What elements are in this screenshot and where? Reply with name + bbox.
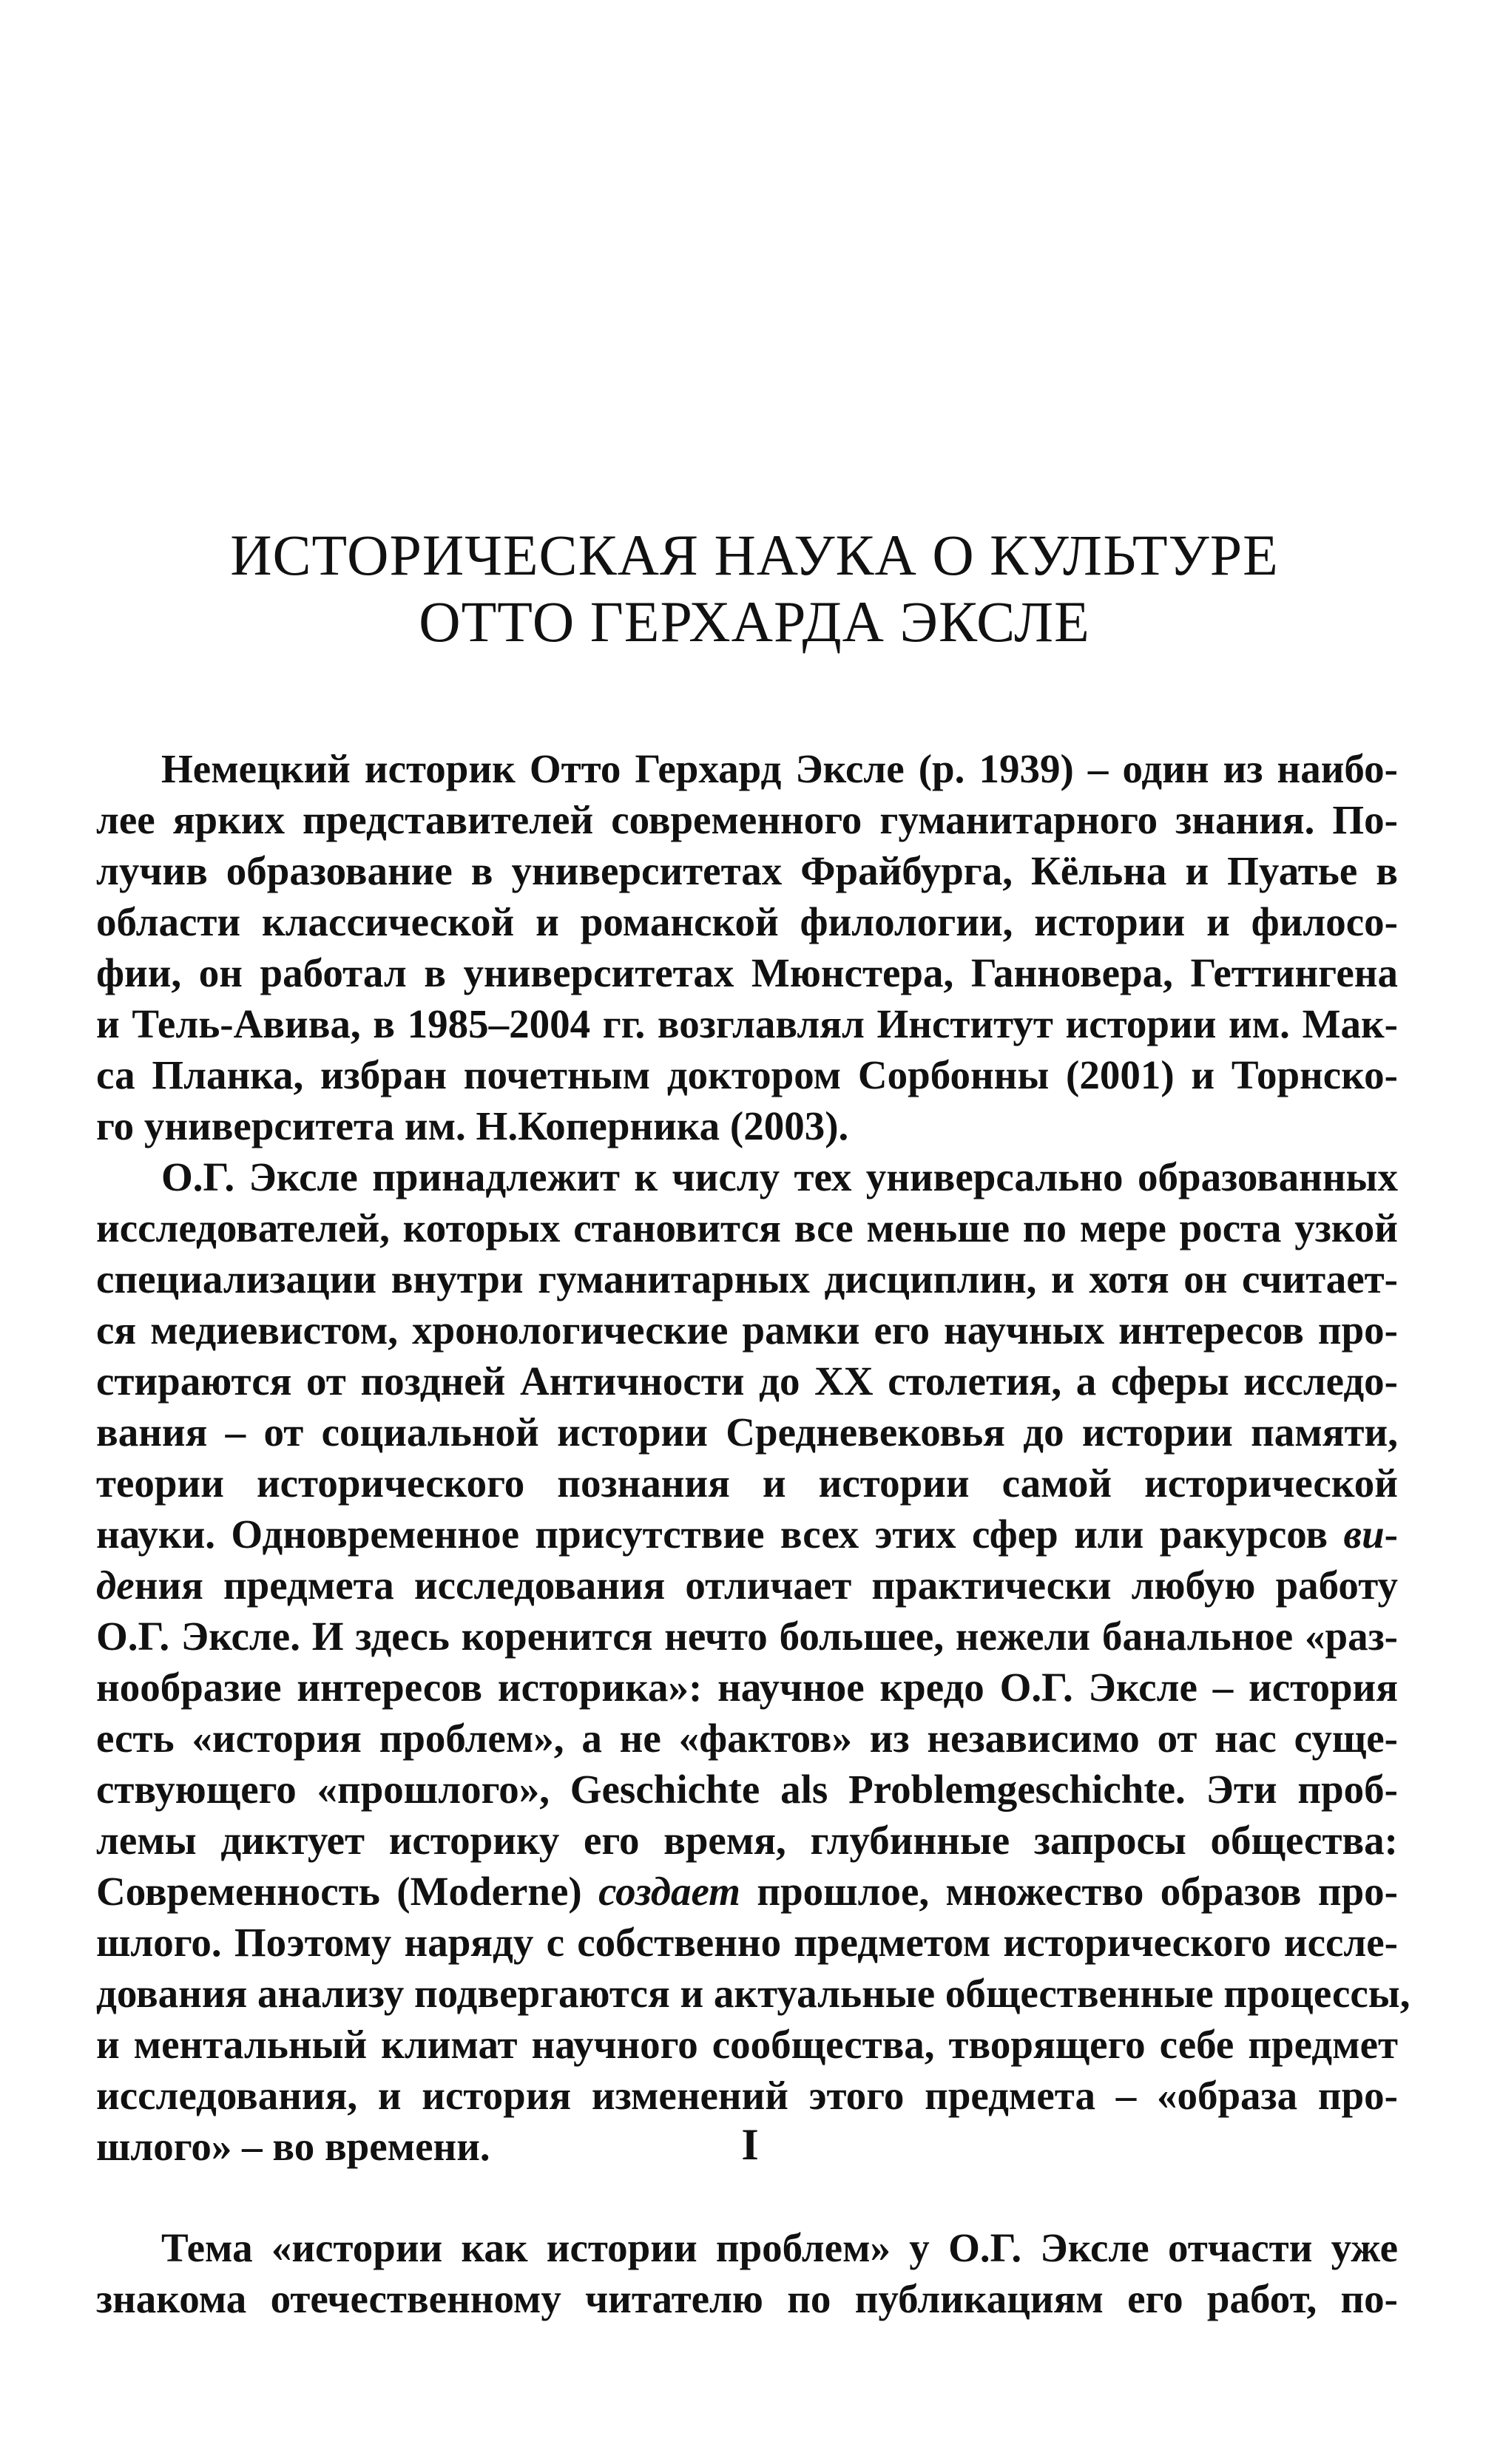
text-line: Тема «истории как истории проблем» у О.Г. Эксле отчасти уже bbox=[161, 2225, 1398, 2270]
text-line: и Тель-Авива, в 1985–2004 гг. возглавлял Институт истории им. Мак- bbox=[96, 1001, 1398, 1046]
paragraph-3 bbox=[96, 2222, 1398, 2324]
text-run: - bbox=[1384, 1512, 1398, 1557]
text-line: есть «история проблем», а не «фактов» из независимо от нас суще- bbox=[96, 1716, 1398, 1761]
text-line-with-italic bbox=[96, 1560, 1398, 1611]
text-line: О.Г. Эксле. И здесь коренится нечто большее, нежели банальное «раз- bbox=[96, 1614, 1398, 1659]
text-line: ствующего «прошлого», Geschichte als Problemgeschichte. Эти проб- bbox=[96, 1767, 1398, 1812]
page-title-line-2: ОТТО ГЕРХАРДА ЭКСЛЕ bbox=[419, 589, 1090, 654]
text-line-with-italic bbox=[96, 1866, 1398, 1917]
text-line: са Планка, избран почетным доктором Сорбонны (2001) и Торнско- bbox=[96, 1052, 1398, 1097]
paragraph-1 bbox=[96, 743, 1398, 1151]
text-line: Немецкий историк Отто Герхард Эксле (р. 1939) – один из наибо- bbox=[161, 746, 1398, 791]
text-line: шлого» – во времени. bbox=[96, 2124, 490, 2169]
text-line: го университета им. Н.Коперника (2003). bbox=[96, 1103, 849, 1148]
text-run: науки. Одновременное присутствие всех этих сфер или ракурсов bbox=[96, 1512, 1344, 1557]
text-run: Современность (Moderne) bbox=[96, 1869, 599, 1914]
text-line: О.Г. Эксле принадлежит к числу тех универсально образованных bbox=[161, 1154, 1398, 1199]
text-run: ния предмета исследования отличает практически любую работу bbox=[134, 1563, 1398, 1608]
text-line: лее ярких представителей современного гуманитарного знания. По- bbox=[96, 797, 1398, 842]
italic-run: создает bbox=[598, 1869, 740, 1914]
section-number: I bbox=[741, 2120, 759, 2169]
text-line: ся медиевистом, хронологические рамки его научных интересов про- bbox=[96, 1307, 1398, 1353]
text-line-with-italic bbox=[96, 1509, 1398, 1560]
text-line: дования анализу подвергаются и актуальные общественные процессы, bbox=[96, 1971, 1411, 2016]
text-line: и ментальный климат научного сообщества, творящего себе предмет bbox=[96, 2022, 1398, 2067]
italic-run: ви bbox=[1343, 1512, 1385, 1557]
text-run: прошлое, множество образов про- bbox=[740, 1869, 1398, 1914]
text-line: нообразие интересов историка»: научное кредо О.Г. Эксле – история bbox=[96, 1665, 1398, 1710]
text-line: области классической и романской филологии, истории и филосо- bbox=[96, 899, 1398, 944]
text-line: стираются от поздней Античности до XX столетия, а сферы исследо- bbox=[96, 1358, 1398, 1404]
text-line: специализации внутри гуманитарных дисциплин, и хотя он считает- bbox=[96, 1256, 1398, 1302]
text-line: вания – от социальной истории Средневековья до истории памяти, bbox=[96, 1409, 1398, 1455]
paragraph-2 bbox=[96, 1151, 1411, 2172]
text-line: шлого. Поэтому наряду с собственно предметом исторического иссле- bbox=[96, 1920, 1398, 1965]
text-line: теории исторического познания и истории самой исторической bbox=[96, 1461, 1398, 1506]
text-line: лучив образование в университетах Фрайбурга, Кёльна и Пуатье в bbox=[96, 848, 1398, 893]
text-line: фии, он работал в университетах Мюнстера, Ганновера, Геттингена bbox=[96, 950, 1398, 995]
text-line: лемы диктует историку его время, глубинные запросы общества: bbox=[96, 1818, 1398, 1863]
text-line: знакома отечественному читателю по публикациям его работ, по- bbox=[96, 2276, 1398, 2321]
text-line: исследования, и история изменений этого предмета – «образа про- bbox=[96, 2073, 1398, 2118]
page-title-line-1: ИСТОРИЧЕСКАЯ НАУКА О КУЛЬТУРЕ bbox=[230, 523, 1279, 587]
italic-run: де bbox=[96, 1563, 135, 1608]
text-line: исследователей, которых становится все меньше по мере роста узкой bbox=[96, 1205, 1398, 1250]
